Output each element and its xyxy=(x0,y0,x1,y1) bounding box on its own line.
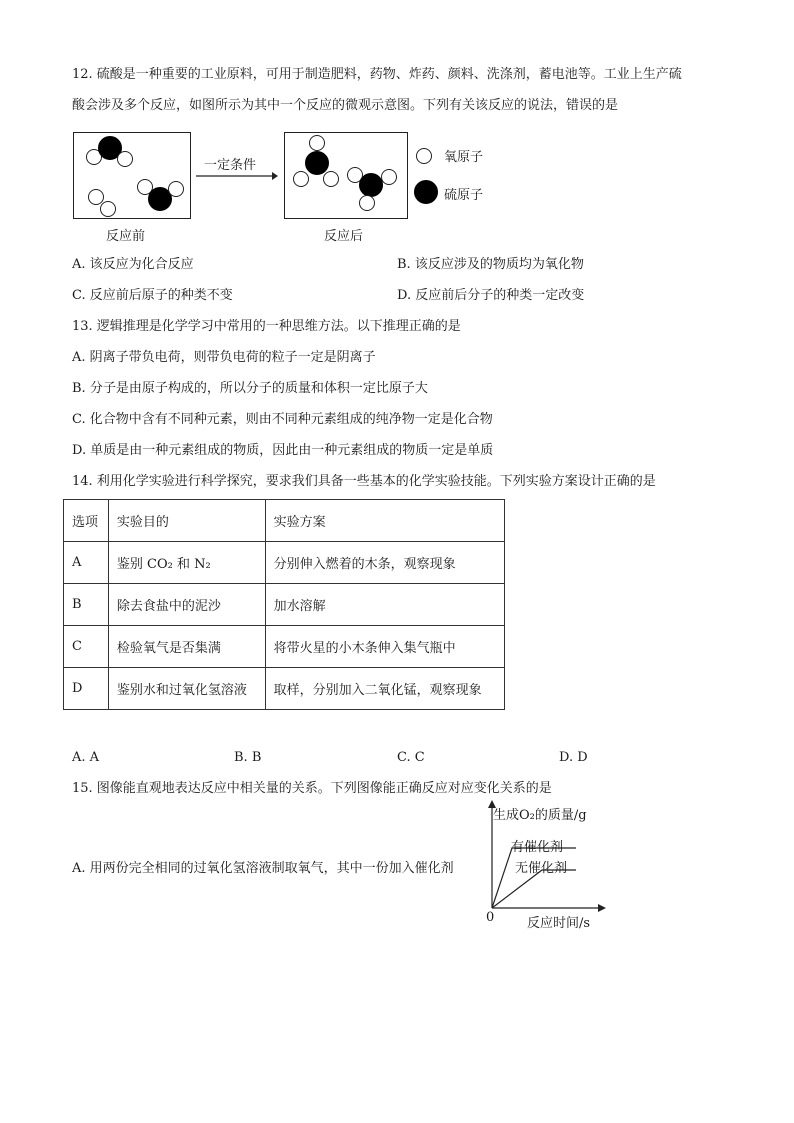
table-cell: 鉴别水和过氧化氢溶液 xyxy=(108,668,265,710)
q12-option-a: A. 该反应为化合反应 xyxy=(72,257,194,272)
q12-option-c: C. 反应前后原子的种类不变 xyxy=(72,288,233,303)
oxygen-atom xyxy=(359,195,375,211)
table-cell: 检验氧气是否集满 xyxy=(108,626,265,668)
q12-stem-line1: 12. 硫酸是一种重要的工业原料，可用于制造肥料，药物、炸药、颜料、洗涤剂，蓄电池等。工业上生产硫 xyxy=(72,67,682,82)
q14-option-a: A. A xyxy=(72,750,100,765)
q13-option-d: D. 单质是由一种元素组成的物质，因此由一种元素组成的物质一定是单质 xyxy=(72,443,494,458)
table-cell: C xyxy=(64,626,109,668)
table-cell: 将带火星的小木条伸入集气瓶中 xyxy=(265,626,504,668)
q14-option-b: B. B xyxy=(234,750,262,765)
table-cell: A xyxy=(64,542,109,584)
table-cell: 分别伸入燃着的木条，观察现象 xyxy=(265,542,504,584)
table-row xyxy=(64,668,505,710)
table-row xyxy=(64,542,505,584)
graph-curve2-label: 无催化剂 xyxy=(515,861,568,876)
q12-option-d: D. 反应前后分子的种类一定改变 xyxy=(397,288,585,303)
table-row xyxy=(64,584,505,626)
graph-curve1-label: 有催化剂 xyxy=(511,840,564,855)
q13-option-a: A. 阴离子带负电荷，则带负电荷的粒子一定是阴离子 xyxy=(72,350,376,365)
legend-oxygen-icon xyxy=(416,148,432,164)
graph-origin-label: 0 xyxy=(486,910,495,925)
oxygen-atom xyxy=(381,169,397,185)
reaction-arrow-icon xyxy=(196,170,278,182)
legend-sulfur-icon xyxy=(414,180,438,204)
table-cell: 加水溶解 xyxy=(265,584,504,626)
q12-before-box xyxy=(73,132,191,219)
oxygen-atom xyxy=(309,135,325,151)
table-cell: B xyxy=(64,584,109,626)
q12-after-box xyxy=(284,132,408,219)
q15-stem: 15. 图像能直观地表达反应中相关量的关系。下列图像能正确反应对应变化关系的是 xyxy=(72,781,552,796)
q14-option-c: C. C xyxy=(397,750,425,765)
table-cell: 取样，分别加入二氧化锰，观察现象 xyxy=(265,668,504,710)
oxygen-atom xyxy=(168,181,184,197)
q12-after-label: 反应后 xyxy=(324,229,364,244)
oxygen-atom xyxy=(117,151,133,167)
q14-stem: 14. 利用化学实验进行科学探究，要求我们具备一些基本的化学实验技能。下列实验方案设计正确的是 xyxy=(72,474,656,489)
q15-option-a: A. 用两份完全相同的过氧化氢溶液制取氧气，其中一份加入催化剂 xyxy=(72,861,454,876)
oxygen-atom xyxy=(293,171,309,187)
legend-oxygen-label: 氧原子 xyxy=(444,150,484,165)
table-header-cell: 实验目的 xyxy=(108,500,265,542)
table-cell: 鉴别 CO₂ 和 N₂ xyxy=(108,542,265,584)
graph-x-label: 反应时间/s xyxy=(527,916,591,931)
q12-condition-label: 一定条件 xyxy=(204,158,257,173)
sulfur-atom xyxy=(305,151,329,175)
oxygen-atom xyxy=(100,201,116,217)
q14-table xyxy=(63,499,505,710)
q14-option-d: D. D xyxy=(559,750,588,765)
q13-option-c: C. 化合物中含有不同种元素，则由不同种元素组成的纯净物一定是化合物 xyxy=(72,412,493,427)
table-header-row xyxy=(64,500,505,542)
table-header-cell: 选项 xyxy=(64,500,109,542)
table-header-cell: 实验方案 xyxy=(265,500,504,542)
q13-option-b: B. 分子是由原子构成的，所以分子的质量和体积一定比原子大 xyxy=(72,381,428,396)
oxygen-atom xyxy=(323,171,339,187)
table-cell: D xyxy=(64,668,109,710)
sulfur-atom xyxy=(359,173,383,197)
q12-option-b: B. 该反应涉及的物质均为氧化物 xyxy=(397,257,584,272)
legend-sulfur-label: 硫原子 xyxy=(444,188,484,203)
graph-y-label: 生成O₂的质量/g xyxy=(493,808,587,823)
q13-stem: 13. 逻辑推理是化学学习中常用的一种思维方法。以下推理正确的是 xyxy=(72,319,461,334)
table-row xyxy=(64,626,505,668)
table-cell: 除去食盐中的泥沙 xyxy=(108,584,265,626)
q12-stem-line2: 酸会涉及多个反应，如图所示为其中一个反应的微观示意图。下列有关该反应的说法，错误的是 xyxy=(72,98,619,113)
q12-before-label: 反应前 xyxy=(106,229,146,244)
